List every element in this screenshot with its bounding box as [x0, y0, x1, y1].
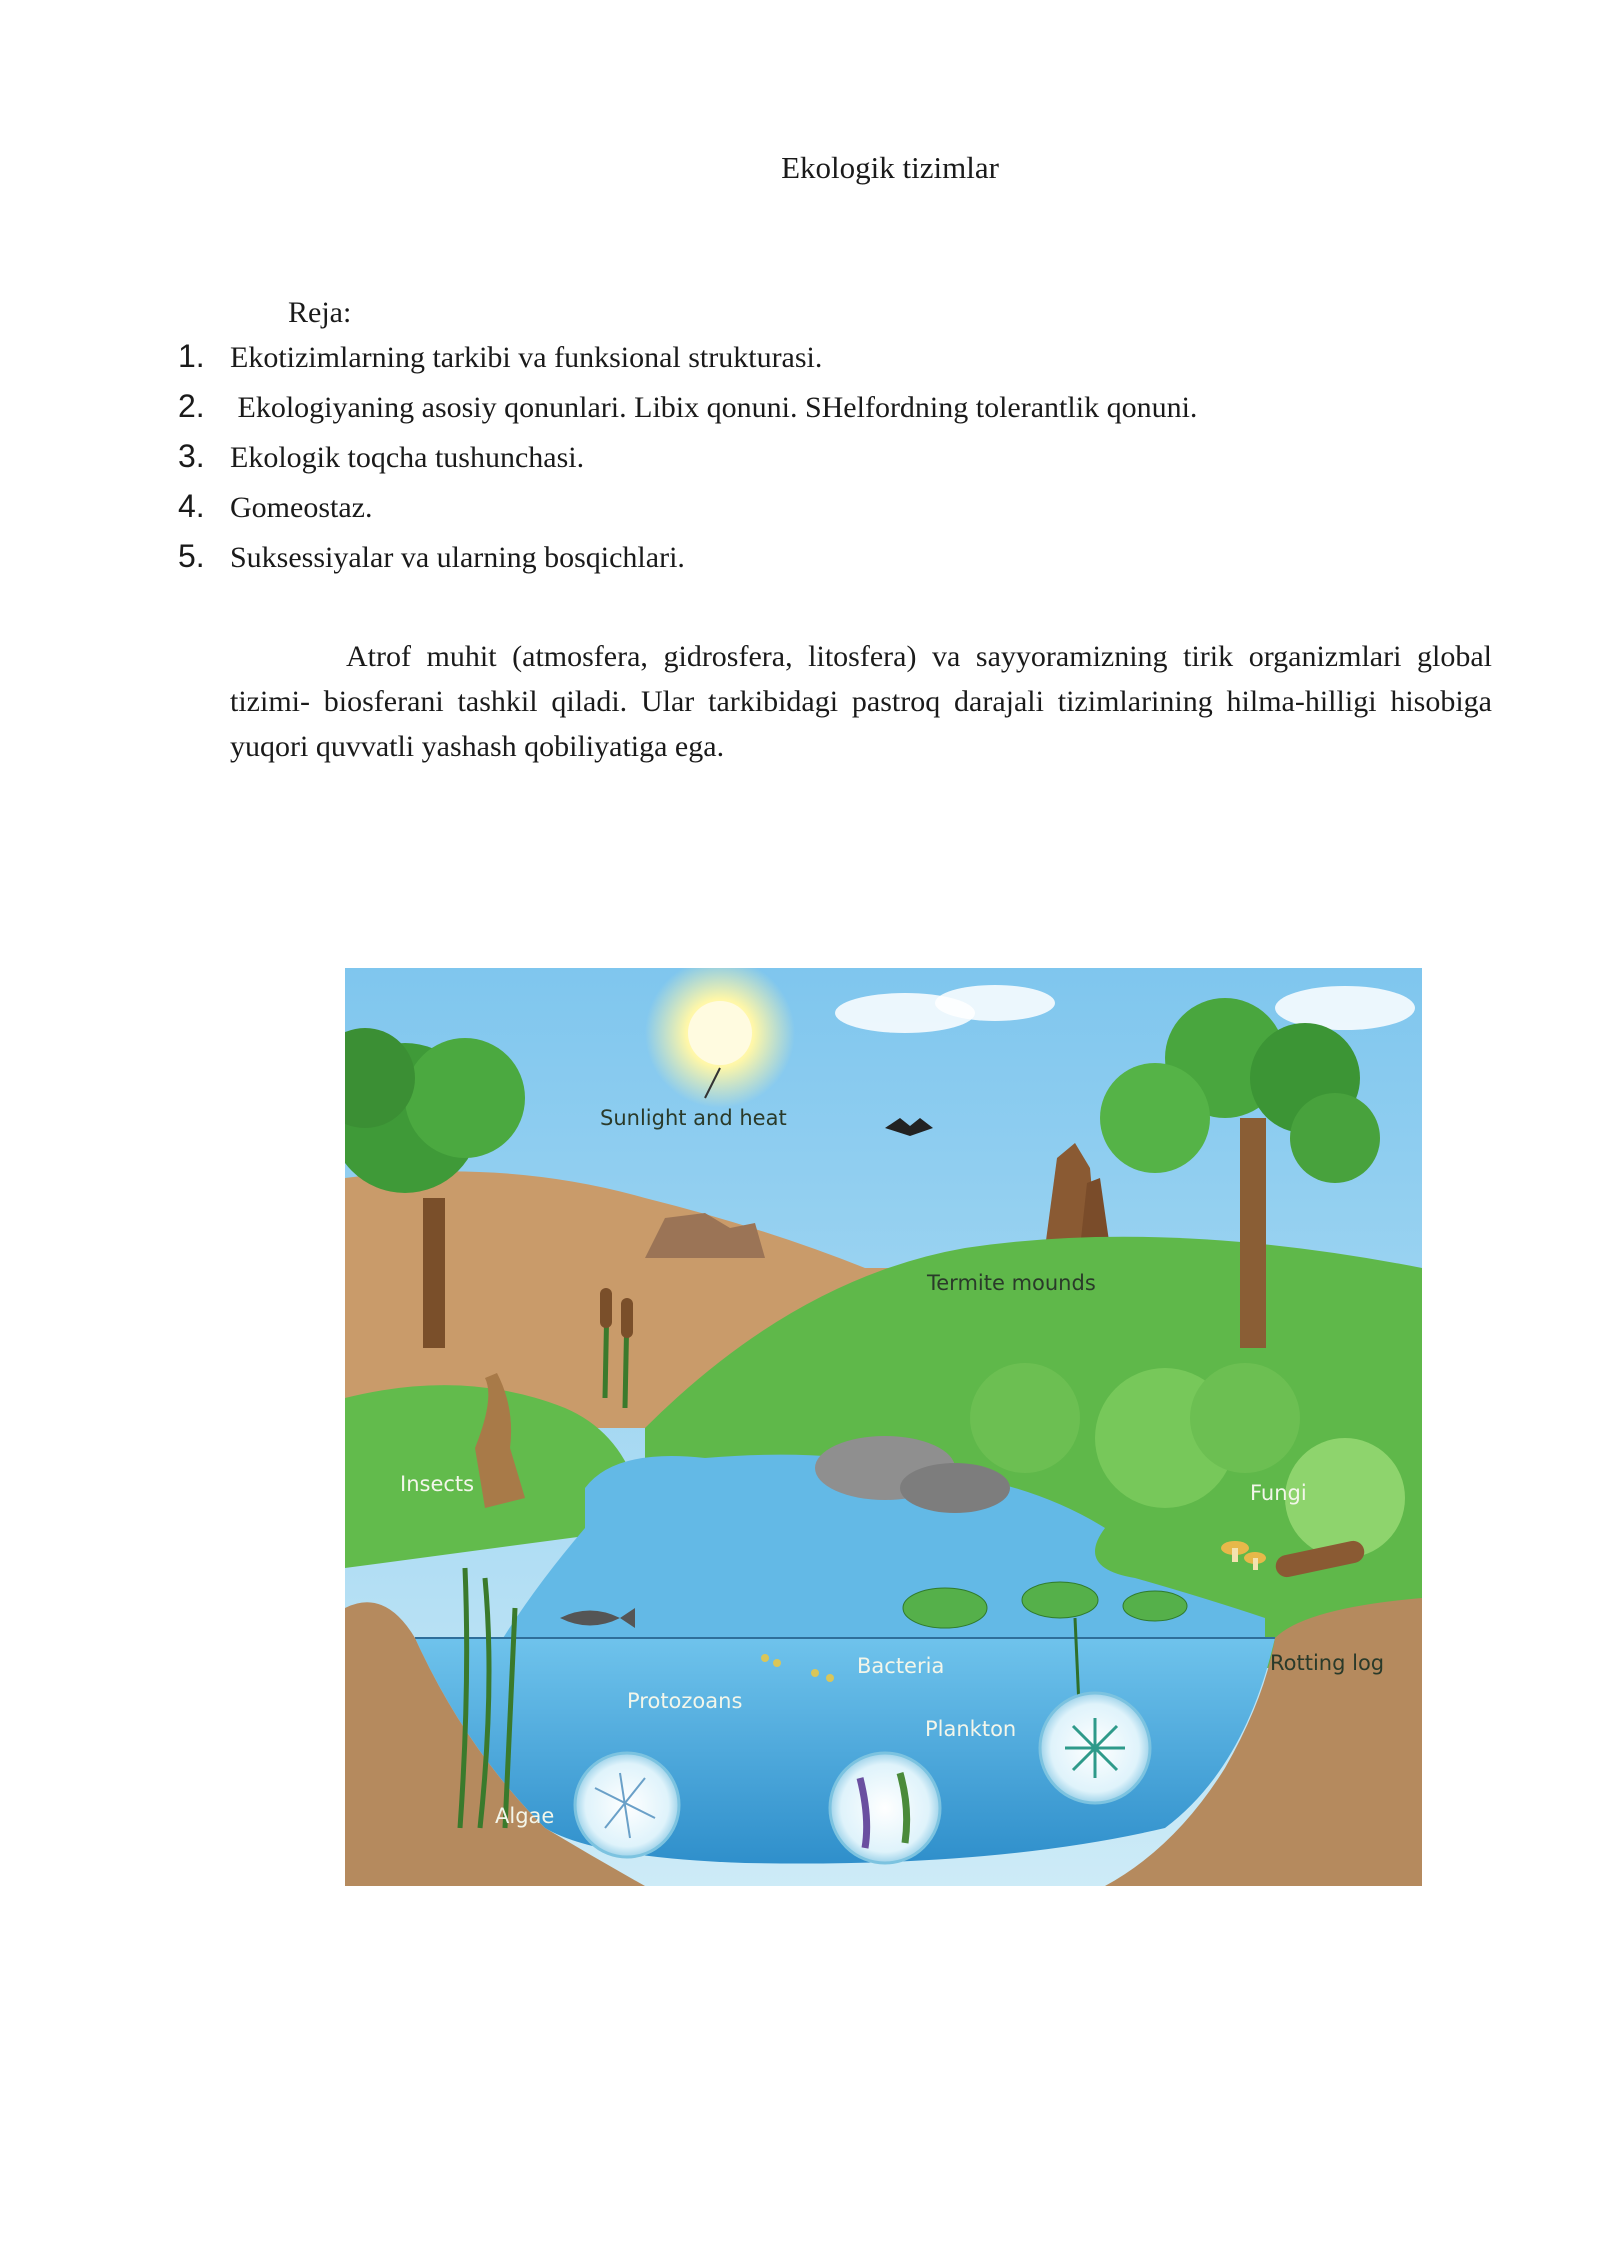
list-number: 5.	[178, 538, 205, 574]
label-plankton: Plankton	[925, 1717, 1017, 1741]
ecosystem-illustration	[345, 968, 1422, 1886]
label-termite: Termite mounds	[927, 1271, 1096, 1295]
list-text: Gomeostaz.	[230, 491, 373, 524]
tree-trunk	[1240, 1118, 1266, 1348]
label-sunlight: Sunlight and heat	[600, 1106, 787, 1130]
list-number: 4.	[178, 488, 205, 524]
cloud	[935, 985, 1055, 1021]
label-protozoans: Protozoans	[627, 1689, 743, 1713]
list-number: 2.	[178, 388, 205, 424]
list-text: Ekologiyaning asosiy qonunlari. Libix qonuni. SHelfordning tolerantlik qonuni.	[230, 391, 1198, 424]
plan-list	[178, 338, 1197, 588]
label-insects: Insects	[400, 1472, 475, 1496]
list-item	[178, 438, 1197, 488]
label-bacteria: Bacteria	[857, 1654, 945, 1678]
list-item	[178, 488, 1197, 538]
list-item	[178, 538, 1197, 588]
microscope-bubble-icon	[575, 1753, 679, 1857]
label-algae: Algae	[495, 1804, 555, 1828]
list-text: Ekotizimlarning tarkibi va funksional strukturasi.	[230, 341, 823, 374]
microscope-bubble-icon	[830, 1753, 940, 1863]
lily-pad-icon	[903, 1588, 987, 1628]
document-title: Ekologik tizimlar	[781, 150, 999, 185]
cloud	[1275, 986, 1415, 1030]
list-text: Suksessiyalar va ularning bosqichlari.	[230, 541, 685, 574]
list-number: 3.	[178, 438, 205, 474]
body-paragraph: Atrof muhit (atmosfera, gidrosfera, litosfera) va sayyoramizning tirik organizmlari global tizimi- biosferani tashkil qiladi. Ular tarkibidagi pastroq darajali tizimlarining hilma-hilligi hisobiga yuqori quvvatli yashash qobiliyatiga ega.	[230, 640, 1492, 763]
list-item	[178, 338, 1197, 388]
list-text: Ekologik toqcha tushunchasi.	[230, 441, 585, 474]
ecosystem-drawing	[345, 968, 1422, 1886]
label-fungi: Fungi	[1250, 1481, 1307, 1505]
plan-heading: Reja:	[288, 296, 352, 329]
microscope-bubble-icon	[1040, 1693, 1150, 1803]
list-item	[178, 388, 1197, 438]
list-number: 1.	[178, 338, 205, 374]
tree-trunk	[423, 1198, 445, 1348]
label-rotting-log: Rotting log	[1270, 1651, 1385, 1675]
